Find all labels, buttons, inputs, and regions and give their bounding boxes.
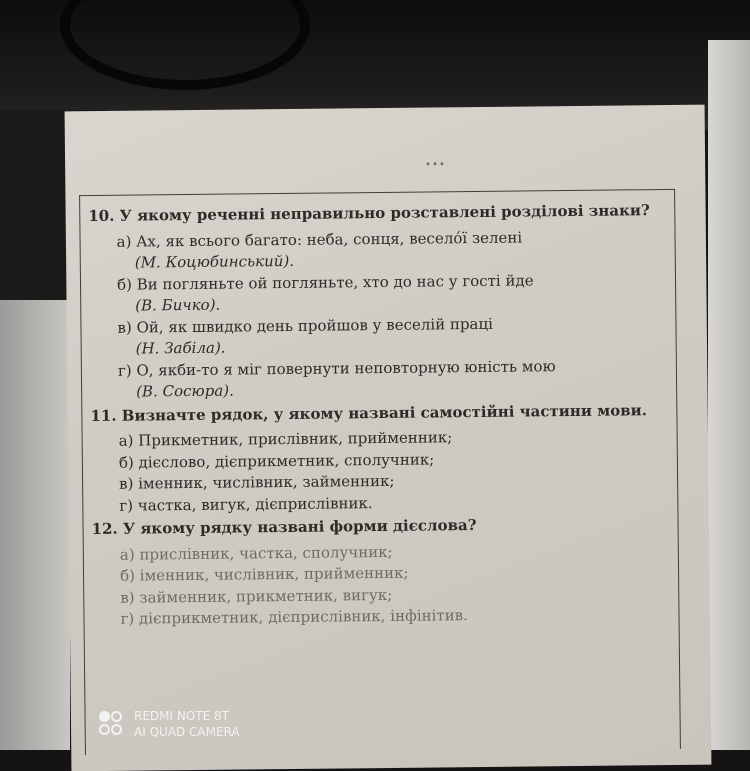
option-10d [118, 354, 668, 403]
watermark-camera: AI QUAD CAMERA [134, 725, 240, 739]
camera-lens-icon [98, 709, 128, 739]
question-11-options [119, 425, 670, 517]
option-11a: а) Прикметник, прислівник, прийменник; [118, 428, 453, 450]
option-10c [117, 311, 667, 360]
option-author: (Н. Забіла). [135, 338, 226, 358]
option-11d: г) частка, вигук, дієприслівник. [119, 493, 373, 515]
option-12c: в) займенник, прикметник, вигук; [120, 585, 393, 607]
option-12d: г) дієприкметник, дієприслівник, інфінітив. [120, 606, 468, 628]
option-10a [116, 225, 666, 274]
option-12a: а) прислівник, частка, сполучник; [119, 542, 393, 564]
option-12b: б) іменник, числівник, прийменник; [119, 563, 409, 585]
page-mark: ••• [425, 159, 446, 171]
option-author: (В. Сосюра). [136, 381, 234, 401]
option-10b [117, 268, 667, 317]
question-11-title: 11. Визначте рядок, у якому названі самостійні частини мови. [90, 400, 648, 425]
option-author: (М. Коцюбинський). [134, 251, 295, 272]
option-11b: б) дієслово, дієприкметник, сполучник; [118, 449, 435, 472]
question-12-options [120, 538, 671, 630]
camera-watermark [98, 708, 240, 740]
test-box [79, 189, 681, 755]
option-text: а) Ах, як всього багато: неба, сонця, весело́ї зелені [116, 227, 523, 251]
option-text: б) Ви погляньте ой погляньте, хто до нас у гості йде [116, 270, 534, 294]
question-10-title: 10. У якому реченні неправильно розставлені розділові знаки? [88, 201, 650, 226]
option-11c: в) іменник, числівник, займенник; [119, 471, 395, 493]
option-author: (В. Бичко). [135, 295, 221, 315]
option-text: г) О, якби-то я міг повернути неповторную юність мою [117, 356, 556, 380]
light-background-left [0, 300, 70, 750]
light-background-right [708, 40, 750, 750]
question-10-options [116, 225, 668, 403]
watermark-model: REDMI NOTE 8T [134, 709, 229, 723]
watermark-text [134, 708, 240, 740]
option-text: в) Ой, як швидко день пройшов у веселій праці [117, 314, 493, 337]
question-12-title: 12. У якому рядку названі форми дієслова? [91, 515, 477, 539]
